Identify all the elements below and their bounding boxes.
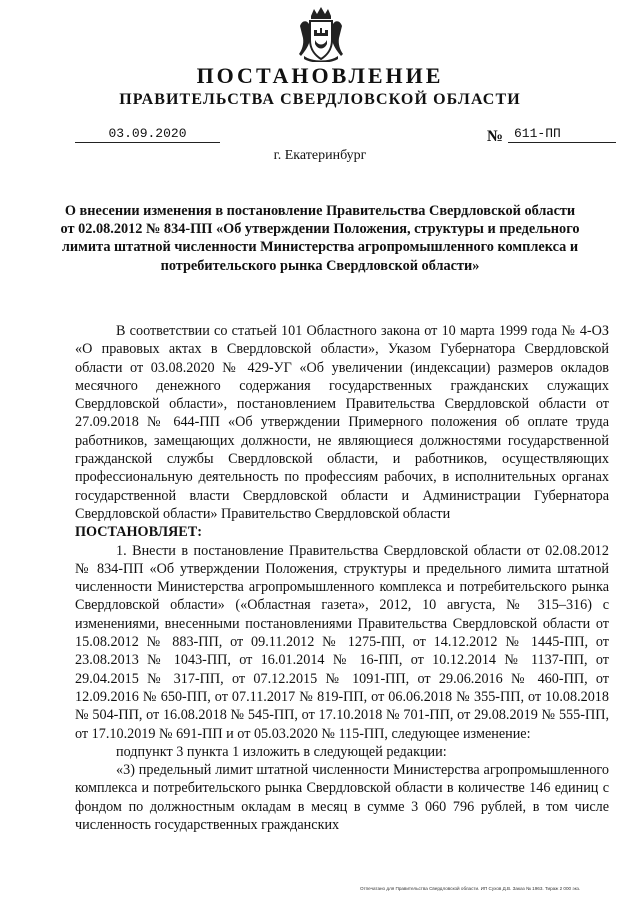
document-body	[75, 322, 609, 834]
document-heading: О внесении изменения в постановление Правительства Свердловской области от 02.08.2012 № 834-ПП «Об утверждении Положения, структуры и предельного лимита штатной численности Министерства агропромышленного комплекса и потребительского рынка Свердловской области»	[60, 203, 580, 274]
subitem-paragraph: подпункт 3 пункта 1 изложить в следующей редакции:	[116, 743, 447, 760]
document-subtitle: ПРАВИТЕЛЬСТВА СВЕРДЛОВСКОЙ ОБЛАСТИ	[119, 91, 521, 108]
coat-of-arms-icon	[298, 6, 344, 62]
preamble-paragraph: В соответствии со статьей 101 Областного закона от 10 марта 1999 года № 4-ОЗ «О правовых актах в Свердловской области», Указом Губернатора Свердловской области от 03.08.2020 № 429-УГ «Об увеличении (индексации) размеров окладов месячного денежного содержания государственных гражданских служащих Свердловской области», постановлением Правительства Свердловской области от 27.09.2018 № 644-ПП «Об утверждении Примерного положения об оплате труда работников, замещающих должности, не являющиеся должностями государственной гражданской службы Свердловской области, и работников, осуществляющих профессиональную деятельность по профессиям рабочих, в исполнительных органах государственной власти Свердловской области и Администрации Губернатора Свердловской области» Правительство Свердловской области	[75, 323, 609, 522]
quote-paragraph: «3) предельный лимит штатной численности Министерства агропромышленного комплекса и потребительского рынка Свердловской области в количестве 146 единиц с фондом по должностным окладам в месяц в сумме 3 060 796 рублей, в том числе численность государственных гражданских	[75, 762, 609, 834]
document-date: 03.09.2020	[75, 126, 220, 143]
item-1-paragraph: 1. Внести в постановление Правительства Свердловской области от 02.08.2012 № 834-ПП «Об утверждении Положения, структуры и предельного лимита штатной численности Министерства агропромышленного комплекса и потребительского рынка Свердловской области» («Областная газета», 2012, 10 августа, № 315–316) с изменениями, внесенными постановлениями Правительства Свердловской области от 15.08.2012 № 883-ПП, от 09.11.2012 № 1275-ПП, от 14.12.2012 № 1445-ПП, от 23.08.2013 № 1043-ПП, от 16.01.2014 № 16-ПП, от 10.12.2014 № 1137-ПП, от 29.04.2015 № 317-ПП, от 07.12.2015 № 1091-ПП, от 29.06.2016 № 460-ПП, от 12.09.2016 № 650-ПП, от 07.11.2017 № 819-ПП, от 06.06.2018 № 355-ПП, от 10.08.2018 № 504-ПП, от 16.08.2018 № 545-ПП, от 17.10.2018 № 701-ПП, от 29.08.2019 № 555-ПП, от 17.10.2019 № 691-ПП и от 05.03.2020 № 115-ПП, следующее изменение:	[75, 542, 609, 742]
document-number: 611-ПП	[508, 126, 616, 143]
document-title: ПОСТАНОВЛЕНИЕ	[196, 63, 444, 88]
city-label: г. Екатеринбург	[273, 148, 367, 163]
number-label: №	[487, 128, 504, 145]
decree-word: ПОСТАНОВЛЯЕТ:	[75, 524, 202, 541]
print-footer: Отпечатано для Правительства Свердловской области. ИП Сухов Д.В. Заказ № 1963. Тираж 2 000 экз.	[360, 886, 581, 891]
